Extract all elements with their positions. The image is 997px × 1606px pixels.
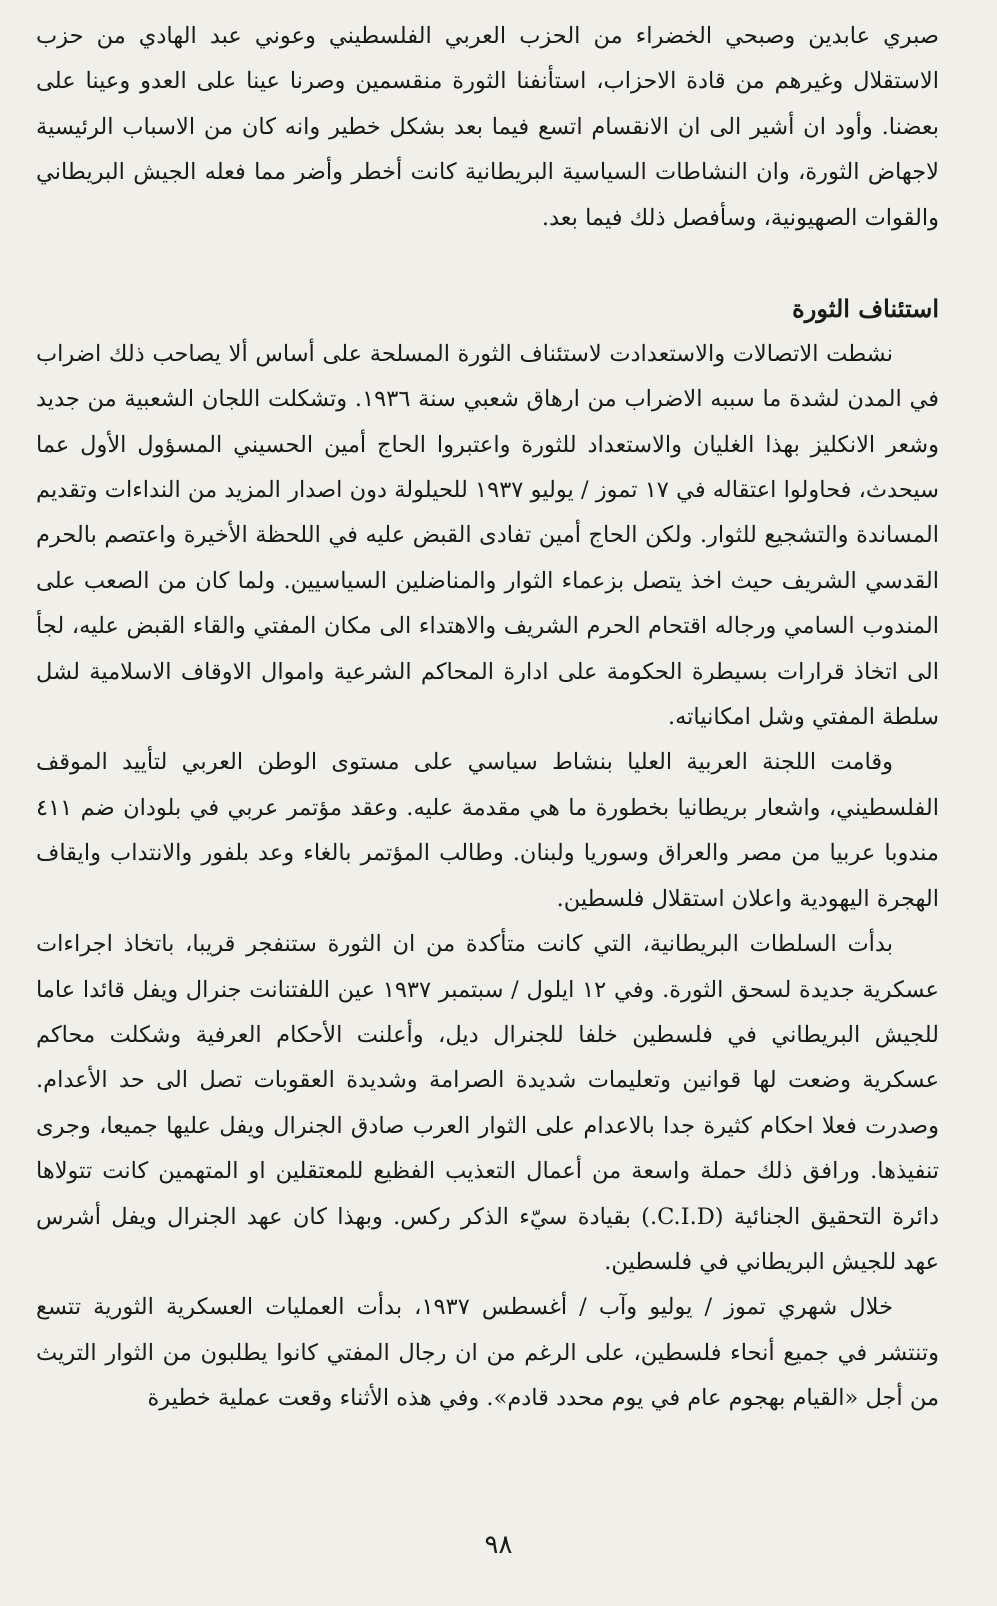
page-number: ٩٨ — [484, 1530, 513, 1560]
body-paragraph-4: خلال شهري تموز / يوليو وآب / أغسطس ١٩٣٧، بدأت العمليات العسكرية الثورية تتسع وتنتشر في جميع أنحاء فلسطين، على الرغم من ان رجال المفتي كانوا يطلبون من الثوار التريث من أجل «القيام بهجوم عام في يوم محدد قادم». وفي هذه الأثناء وقعت عملية خطيرة — [36, 1294, 939, 1412]
section-heading: استئناف الثورة — [792, 294, 939, 324]
body-paragraph-2: وقامت اللجنة العربية العليا بنشاط سياسي على مستوى الوطن العربي لتأييد الموقف الفلسطيني، واشعار بريطانيا بخطورة ما هي مقدمة عليه. وعقد مؤتمر عربي في بلودان ضم ٤١١ مندوبا عربيا من مصر والعراق وسوريا ولبنان. وطالب المؤتمر بالغاء وعد بلفور والانتداب وايقاف الهجرة اليهودية واعلان استقلال فلسطين. — [36, 749, 939, 912]
body-paragraph-1: نشطت الاتصالات والاستعدادت لاستئناف الثورة المسلحة على أساس ألا يصاحب ذلك اضراب في المدن لشدة ما سببه الاضراب من ارهاق شعبي سنة ١٩٣٦. وتشكلت اللجان الشعبية من جديد وشعر الانكليز بهذا الغليان والاستعداد للثورة واعتبروا الحاج أمين الحسيني المسؤول الأول عما سيحدث، فحاولوا اعتقاله في ١٧ تموز / يوليو ١٩٣٧ للحيلولة دون اصدار المزيد من النداءات وتقديم المساندة والتشجيع للثوار. ولكن الحاج أمين تفادى القبض عليه في اللحظة الأخيرة واعتصم بالحرم القدسي الشريف حيث اخذ يتصل بزعماء الثوار والمناضلين السياسيين. ولما كان من الصعب على المندوب السامي ورجاله اقتحام الحرم الشريف والاهتداء الى مكان المفتي والقاء القبض عليه، لجأ الى اتخاذ قرارات بسيطرة الحكومة على ادارة المحاكم الشرعية واموال الاوقاف الاسلامية لشل سلطة المفتي وشل امكانياته. — [36, 340, 940, 731]
body-paragraph-3: بدأت السلطات البريطانية، التي كانت متأكدة من ان الثورة ستنفجر قريبا، باتخاذ اجراءات عسكرية جديدة لسحق الثورة. وفي ١٢ ايلول / سبتمبر ١٩٣٧ عين اللفتنانت جنرال ويفل قائدا عاما للجيش البريطاني في فلسطين خلفا للجنرال ديل، وأعلنت الأحكام العرفية وشكلت محاكم عسكرية وضعت لها قوانين وتعليمات شديدة الصرامة وشديدة العقوبات تصل الى حد الأعدام. وصدرت فعلا احكام كثيرة جدا بالاعدام على الثوار العرب صادق الجنرال ويفل عليها جميعا، وجرى تنفيذها. ورافق ذلك حملة واسعة من أعمال التعذيب الفظيع للمعتقلين او المتهمين كانت تتولاها دائرة التحقيق الجنائية (C.I.D.) بقيادة سيّء الذكر ركس. وبهذا كان عهد الجنرال ويفل أشرس عهد للجيش البريطاني في فلسطين. — [36, 931, 940, 1275]
section-spacer — [36, 241, 939, 286]
intro-paragraph: صبري عابدين وصبحي الخضراء من الحزب العربي الفلسطيني وعوني عبد الهادي من حزب الاستقلال وغيرهم من قادة الاحزاب، استأنفنا الثورة منقسمين وصرنا عينا على العدو وعينا على بعضنا. وأود ان أشير الى ان الانقسام اتسع فيما بعد بشكل خطير وانه كان من الاسباب الرئيسية لاجهاض الثورة، وان النشاطات السياسية البريطانية كانت أخطر وأضر مما فعله الجيش البريطاني والقوات الصهيونية، وسأفصل ذلك فيما بعد. — [36, 23, 939, 231]
